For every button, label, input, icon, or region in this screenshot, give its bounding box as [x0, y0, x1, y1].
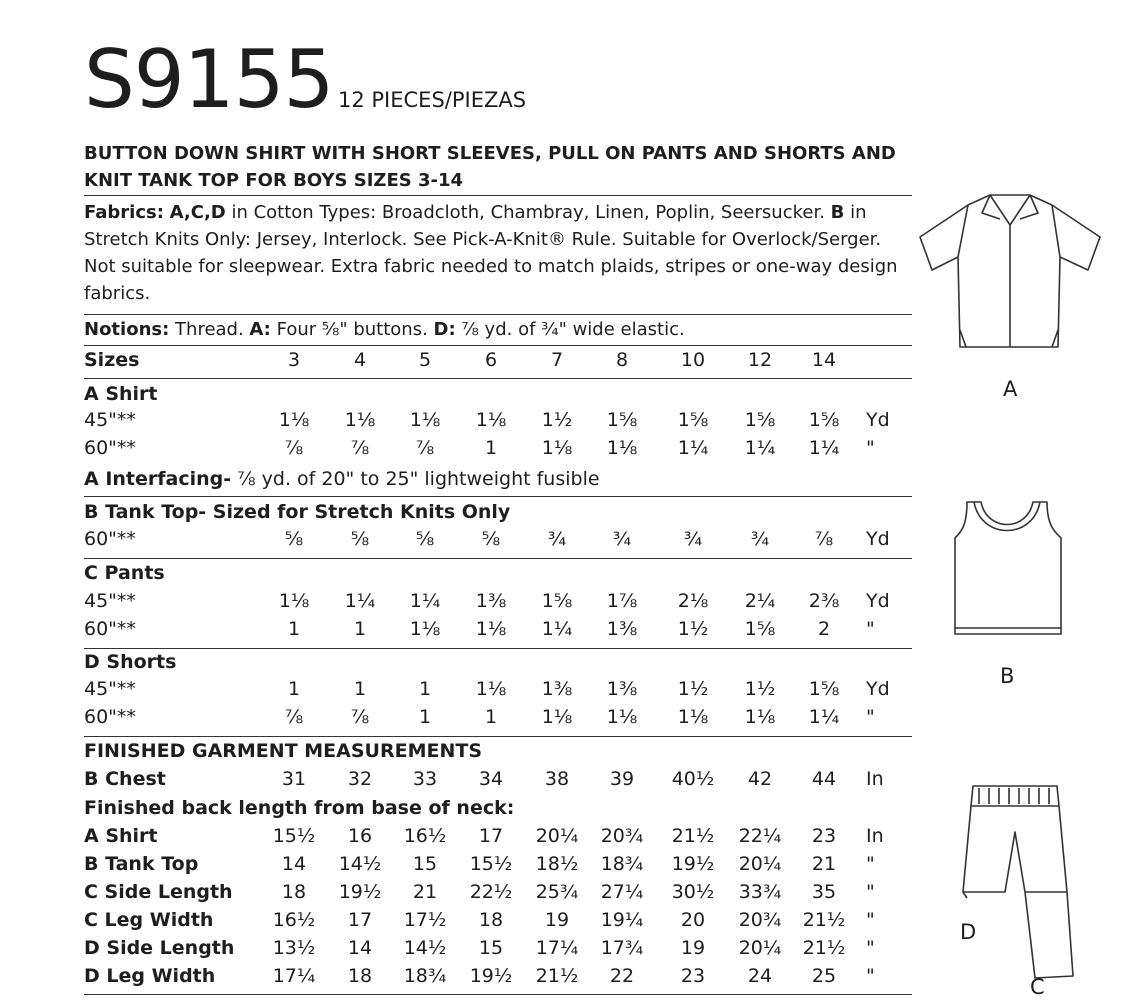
cell: 1⅜: [475, 590, 507, 612]
cell: 1½: [744, 678, 776, 700]
cell: 25: [811, 965, 837, 987]
cell: 31: [281, 768, 307, 790]
cell: 1⅛: [475, 618, 507, 640]
cell: 20: [680, 909, 706, 931]
cell: 1: [353, 618, 367, 640]
cell: 17¼: [272, 965, 316, 987]
cell: 20¾: [600, 825, 644, 847]
notions-text-3: ⅞ yd. of ¾" wide elastic.: [455, 319, 685, 340]
cell: 18: [347, 965, 373, 987]
cell: 1⅜: [606, 618, 638, 640]
pattern-number: S9155: [84, 33, 334, 126]
cell: 2⅛: [677, 590, 709, 612]
divider: [84, 496, 912, 497]
cell: 34: [478, 768, 504, 790]
fabrics-text-1: in Cotton Types: Broadcloth, Chambray, Linen, Poplin, Seersucker.: [225, 202, 831, 223]
cell: 14½: [403, 937, 447, 959]
cell: 16½: [272, 909, 316, 931]
row-label: B Tank Top: [84, 853, 199, 875]
cell: 39: [609, 768, 635, 790]
notions-view-d: D:: [433, 319, 456, 340]
fabrics-view-b: B: [830, 202, 845, 223]
cell: 1⅛: [541, 437, 573, 459]
cell: 18¾: [600, 853, 644, 875]
cell: 16: [347, 825, 373, 847]
unit: ": [866, 706, 875, 728]
cell: 27¼: [600, 881, 644, 903]
row-label: B Chest: [84, 768, 166, 790]
cell: 33¾: [738, 881, 782, 903]
cell: 1⅛: [606, 706, 638, 728]
cell: 20¼: [535, 825, 579, 847]
cell: 40½: [671, 768, 715, 790]
pants-icon: [945, 780, 1085, 985]
cell: 1⅛: [409, 618, 441, 640]
cell: 1½: [541, 409, 573, 431]
cell: 1¼: [677, 437, 709, 459]
view-label-c: C: [1030, 975, 1045, 999]
cell: ¾: [683, 528, 703, 550]
cell: ⅞: [415, 437, 435, 459]
notions-text-1: Thread.: [169, 319, 250, 340]
cell: 18½: [535, 853, 579, 875]
cell: 1⅛: [344, 409, 376, 431]
cell: 19¼: [600, 909, 644, 931]
row-label: A Shirt: [84, 825, 158, 847]
section-c-pants: C Pants: [84, 562, 165, 584]
notions-text-2: Four ⅝" buttons.: [270, 319, 434, 340]
fabrics-text: [84, 199, 914, 307]
interfacing-title: A Interfacing-: [84, 468, 232, 490]
cell: 14½: [338, 853, 382, 875]
cell: 18: [478, 909, 504, 931]
piece-count: 12 PIECES/PIEZAS: [338, 88, 527, 112]
view-label-a: A: [1003, 377, 1018, 401]
cell: 1¼: [808, 706, 840, 728]
cell: 21½: [535, 965, 579, 987]
finished-title: FINISHED GARMENT MEASUREMENTS: [84, 740, 483, 762]
row-label: 60"**: [84, 618, 136, 640]
cell: 1⅛: [278, 409, 310, 431]
notions-view-a: A:: [249, 319, 271, 340]
cell: 14: [281, 853, 307, 875]
cell: ⅞: [814, 528, 834, 550]
divider: [84, 558, 912, 559]
cell: 1⅛: [541, 706, 573, 728]
cell: 15½: [469, 853, 513, 875]
section-d-shorts: D Shorts: [84, 651, 177, 673]
cell: 23: [811, 825, 837, 847]
cell: 24: [747, 965, 773, 987]
cell: 13½: [272, 937, 316, 959]
cell: 1⅛: [677, 706, 709, 728]
cell: 1: [484, 706, 498, 728]
unit: ": [866, 618, 875, 640]
size-cell: 4: [353, 349, 367, 371]
cell: 33: [412, 768, 438, 790]
row-label: 60"**: [84, 706, 136, 728]
cell: 22¼: [738, 825, 782, 847]
cell: 35: [811, 881, 837, 903]
divider: [84, 195, 912, 196]
cell: ⅝: [481, 528, 501, 550]
unit: ": [866, 909, 875, 931]
cell: 32: [347, 768, 373, 790]
cell: 2¼: [744, 590, 776, 612]
back-length-title: Finished back length from base of neck:: [84, 797, 515, 819]
shirt-icon: [910, 185, 1110, 360]
cell: 2⅜: [808, 590, 840, 612]
cell: 14: [347, 937, 373, 959]
cell: 17½: [403, 909, 447, 931]
fabrics-views-acd: A,C,D: [169, 202, 226, 223]
cell: 21½: [671, 825, 715, 847]
unit: ": [866, 853, 875, 875]
cell: 1¼: [808, 437, 840, 459]
cell: 19: [544, 909, 570, 931]
section-a-shirt: A Shirt: [84, 383, 158, 405]
cell: 19½: [671, 853, 715, 875]
notions-text: [84, 316, 914, 343]
unit: ": [866, 437, 875, 459]
cell: ⅝: [415, 528, 435, 550]
cell: 1⅛: [744, 706, 776, 728]
size-cell: 3: [287, 349, 301, 371]
cell: ⅞: [284, 437, 304, 459]
cell: 1: [418, 706, 432, 728]
cell: 17: [347, 909, 373, 931]
divider: [84, 378, 912, 379]
cell: 25¾: [535, 881, 579, 903]
row-label: D Leg Width: [84, 965, 216, 987]
unit: ": [866, 881, 875, 903]
cell: 1: [418, 678, 432, 700]
cell: 1⅜: [541, 678, 573, 700]
size-cell: 6: [484, 349, 498, 371]
row-label: 45"**: [84, 409, 136, 431]
divider: [84, 736, 912, 737]
cell: 20¼: [738, 853, 782, 875]
section-a-interfacing: [84, 468, 600, 490]
cell: ⅝: [284, 528, 304, 550]
cell: 22: [609, 965, 635, 987]
cell: 18: [281, 881, 307, 903]
row-label: C Side Length: [84, 881, 233, 903]
cell: 21½: [802, 909, 846, 931]
fabrics-text-2: in Stretch Knits Only: Jersey, Interlock. See Pick-A-Knit® Rule. Suitable for Overlock/Serger. Not suitable for sleepwear. Extra fabric needed to match plaids, stripes or one-way design fabrics.: [84, 202, 898, 304]
cell: 20¾: [738, 909, 782, 931]
cell: 17: [478, 825, 504, 847]
cell: ⅞: [284, 706, 304, 728]
cell: 1⅛: [278, 590, 310, 612]
cell: 21: [412, 881, 438, 903]
row-label: 60"**: [84, 437, 136, 459]
section-b-tank: B Tank Top- Sized for Stretch Knits Only: [84, 501, 511, 523]
cell: 21½: [802, 937, 846, 959]
cell: 19½: [469, 965, 513, 987]
cell: 1⅛: [475, 678, 507, 700]
cell: 1⅝: [677, 409, 709, 431]
size-cell: 8: [615, 349, 629, 371]
cell: 1¼: [344, 590, 376, 612]
divider: [84, 345, 912, 346]
size-cell: 12: [747, 349, 773, 371]
cell: 1⅛: [475, 409, 507, 431]
cell: 1: [484, 437, 498, 459]
row-label: 60"**: [84, 528, 136, 550]
cell: ⅞: [350, 437, 370, 459]
cell: ¾: [612, 528, 632, 550]
interfacing-text: ⅞ yd. of 20" to 25" lightweight fusible: [231, 468, 600, 490]
fabrics-label: Fabrics:: [84, 202, 164, 223]
size-cell: 5: [418, 349, 432, 371]
cell: 1⅛: [409, 409, 441, 431]
divider: [84, 648, 912, 649]
cell: ⅞: [350, 706, 370, 728]
cell: 30½: [671, 881, 715, 903]
cell: 1⅝: [744, 618, 776, 640]
cell: 1¼: [744, 437, 776, 459]
cell: 1⅝: [606, 409, 638, 431]
unit: ": [866, 965, 875, 987]
cell: 22½: [469, 881, 513, 903]
sizes-label: Sizes: [84, 349, 140, 371]
size-cell: 7: [550, 349, 564, 371]
cell: ¾: [547, 528, 567, 550]
cell: 1: [353, 678, 367, 700]
unit: Yd: [866, 590, 890, 612]
view-label-d: D: [960, 920, 977, 944]
cell: 44: [811, 768, 837, 790]
unit: In: [866, 768, 884, 790]
cell: 42: [747, 768, 773, 790]
cell: 1⅛: [606, 437, 638, 459]
cell: 1⅝: [744, 409, 776, 431]
row-label: D Side Length: [84, 937, 235, 959]
divider: [84, 994, 912, 995]
cell: 1½: [677, 678, 709, 700]
notions-label: Notions:: [84, 319, 170, 340]
cell: 1¼: [541, 618, 573, 640]
size-cell: 14: [811, 349, 837, 371]
view-label-b: B: [1000, 664, 1015, 688]
unit: Yd: [866, 409, 890, 431]
cell: 1⅞: [606, 590, 638, 612]
unit: Yd: [866, 528, 890, 550]
cell: 1: [287, 678, 301, 700]
cell: 1⅜: [606, 678, 638, 700]
cell: 15: [478, 937, 504, 959]
row-label: 45"**: [84, 590, 136, 612]
cell: 15: [412, 853, 438, 875]
tank-top-icon: [945, 496, 1070, 641]
size-cell: 10: [680, 349, 706, 371]
cell: 19: [680, 937, 706, 959]
row-label: 45"**: [84, 678, 136, 700]
cell: 38: [544, 768, 570, 790]
pattern-description: BUTTON DOWN SHIRT WITH SHORT SLEEVES, PULL ON PANTS AND SHORTS AND KNIT TANK TOP FOR BOYS SIZES 3-14: [84, 143, 896, 191]
cell: 1: [287, 618, 301, 640]
cell: ¾: [750, 528, 770, 550]
row-label: C Leg Width: [84, 909, 214, 931]
cell: 16½: [403, 825, 447, 847]
cell: 19½: [338, 881, 382, 903]
cell: 20¼: [738, 937, 782, 959]
cell: 18¾: [403, 965, 447, 987]
cell: 1¼: [409, 590, 441, 612]
cell: 15½: [272, 825, 316, 847]
unit: In: [866, 825, 884, 847]
cell: 17¼: [535, 937, 579, 959]
cell: 17¾: [600, 937, 644, 959]
header: [84, 33, 334, 126]
cell: 23: [680, 965, 706, 987]
cell: 1½: [677, 618, 709, 640]
cell: 21: [811, 853, 837, 875]
cell: 1⅝: [808, 678, 840, 700]
divider: [84, 314, 912, 315]
cell: 2: [817, 618, 831, 640]
unit: Yd: [866, 678, 890, 700]
cell: ⅝: [350, 528, 370, 550]
unit: ": [866, 937, 875, 959]
cell: 1⅝: [808, 409, 840, 431]
cell: 1⅝: [541, 590, 573, 612]
